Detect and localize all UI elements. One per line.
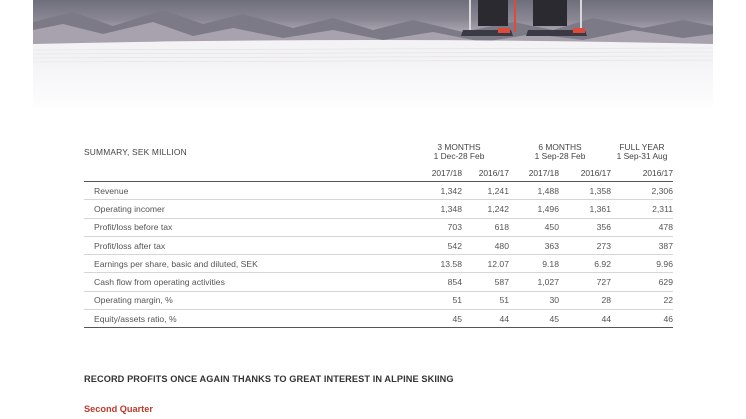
table-row	[84, 182, 673, 200]
row-label: Operating margin, %	[84, 291, 409, 309]
row-value: 1,496	[509, 200, 559, 218]
table-row	[84, 218, 673, 236]
row-value: 9.96	[611, 255, 673, 273]
row-value: 1,361	[559, 200, 611, 218]
row-value: 363	[509, 236, 559, 254]
row-label: Revenue	[94, 185, 129, 196]
row-value: 727	[559, 273, 611, 291]
table-row	[84, 200, 673, 218]
row-value: 387	[611, 236, 673, 254]
row-value: 46	[611, 310, 673, 328]
table-row	[84, 291, 673, 309]
row-label: Operating incomer	[84, 200, 409, 218]
year-header: 2017/18	[409, 164, 462, 182]
row-value: 1,358	[589, 185, 611, 196]
row-value: 28	[559, 291, 611, 309]
table-row	[84, 236, 673, 254]
row-value: 51	[409, 291, 462, 309]
row-value: 854	[409, 273, 462, 291]
row-label: Cash flow from operating activities	[84, 273, 409, 291]
row-value: 1,348	[409, 200, 462, 218]
row-value: 1,488	[537, 185, 559, 196]
group-header-line2: 1 Sep-28 Feb	[534, 151, 586, 161]
year-header-spacer	[84, 164, 409, 182]
table-row	[84, 255, 673, 273]
row-value: 30	[509, 291, 559, 309]
group-header-3-months	[409, 140, 509, 164]
row-value: 1,342	[440, 185, 462, 196]
row-value: 44	[559, 310, 611, 328]
photo-fade	[33, 60, 713, 108]
group-header-line2: 1 Dec-28 Feb	[433, 151, 485, 161]
group-header-6-months	[509, 140, 611, 164]
group-header-line1: 3 MONTHS	[437, 142, 481, 152]
row-value: 12.07	[462, 255, 509, 273]
table-title: SUMMARY, SEK MILLION	[84, 147, 187, 157]
row-label: Equity/assets ratio, %	[84, 310, 409, 328]
row-value: 629	[611, 273, 673, 291]
row-value: 44	[462, 310, 509, 328]
year-header: 2017/18	[509, 164, 559, 182]
row-value: 51	[462, 291, 509, 309]
summary-table	[84, 140, 673, 328]
section-subheading: Second Quarter	[84, 404, 153, 414]
table-row	[84, 273, 673, 291]
row-value: 356	[559, 218, 611, 236]
row-value: 13.58	[409, 255, 462, 273]
group-header-line1: FULL YEAR	[619, 142, 665, 152]
table-row	[84, 310, 673, 328]
group-header-line2: 1 Sep-31 Aug	[616, 151, 668, 161]
section-heading: RECORD PROFITS ONCE AGAIN THANKS TO GREAT INTEREST IN ALPINE SKIING	[84, 374, 454, 384]
row-label: Profit/loss before tax	[84, 218, 409, 236]
row-value: 1,242	[462, 200, 509, 218]
row-label: Profit/loss after tax	[84, 236, 409, 254]
row-value: 1,241	[487, 185, 509, 196]
year-header: 2016/17	[462, 164, 509, 182]
row-value: 1,027	[509, 273, 559, 291]
year-header: 2016/17	[611, 164, 673, 182]
row-value: 22	[611, 291, 673, 309]
row-value: 45	[509, 310, 559, 328]
row-value: 273	[559, 236, 611, 254]
row-value: 45	[409, 310, 462, 328]
row-value: 450	[509, 218, 559, 236]
row-value: 6.92	[559, 255, 611, 273]
row-value: 587	[462, 273, 509, 291]
ski-slope-photo	[33, 0, 713, 108]
group-header-full-year	[611, 140, 673, 164]
row-value: 542	[409, 236, 462, 254]
row-value: 2,306	[651, 185, 673, 196]
year-header: 2016/17	[559, 164, 611, 182]
row-label: Earnings per share, basic and diluted, SEK	[84, 255, 409, 273]
year-header-row	[84, 164, 673, 182]
row-value: 478	[611, 218, 673, 236]
row-value: 618	[462, 218, 509, 236]
group-header-line1: 6 MONTHS	[538, 142, 582, 152]
row-value: 2,311	[611, 200, 673, 218]
row-value: 703	[409, 218, 462, 236]
row-value: 480	[462, 236, 509, 254]
row-value: 9.18	[509, 255, 559, 273]
